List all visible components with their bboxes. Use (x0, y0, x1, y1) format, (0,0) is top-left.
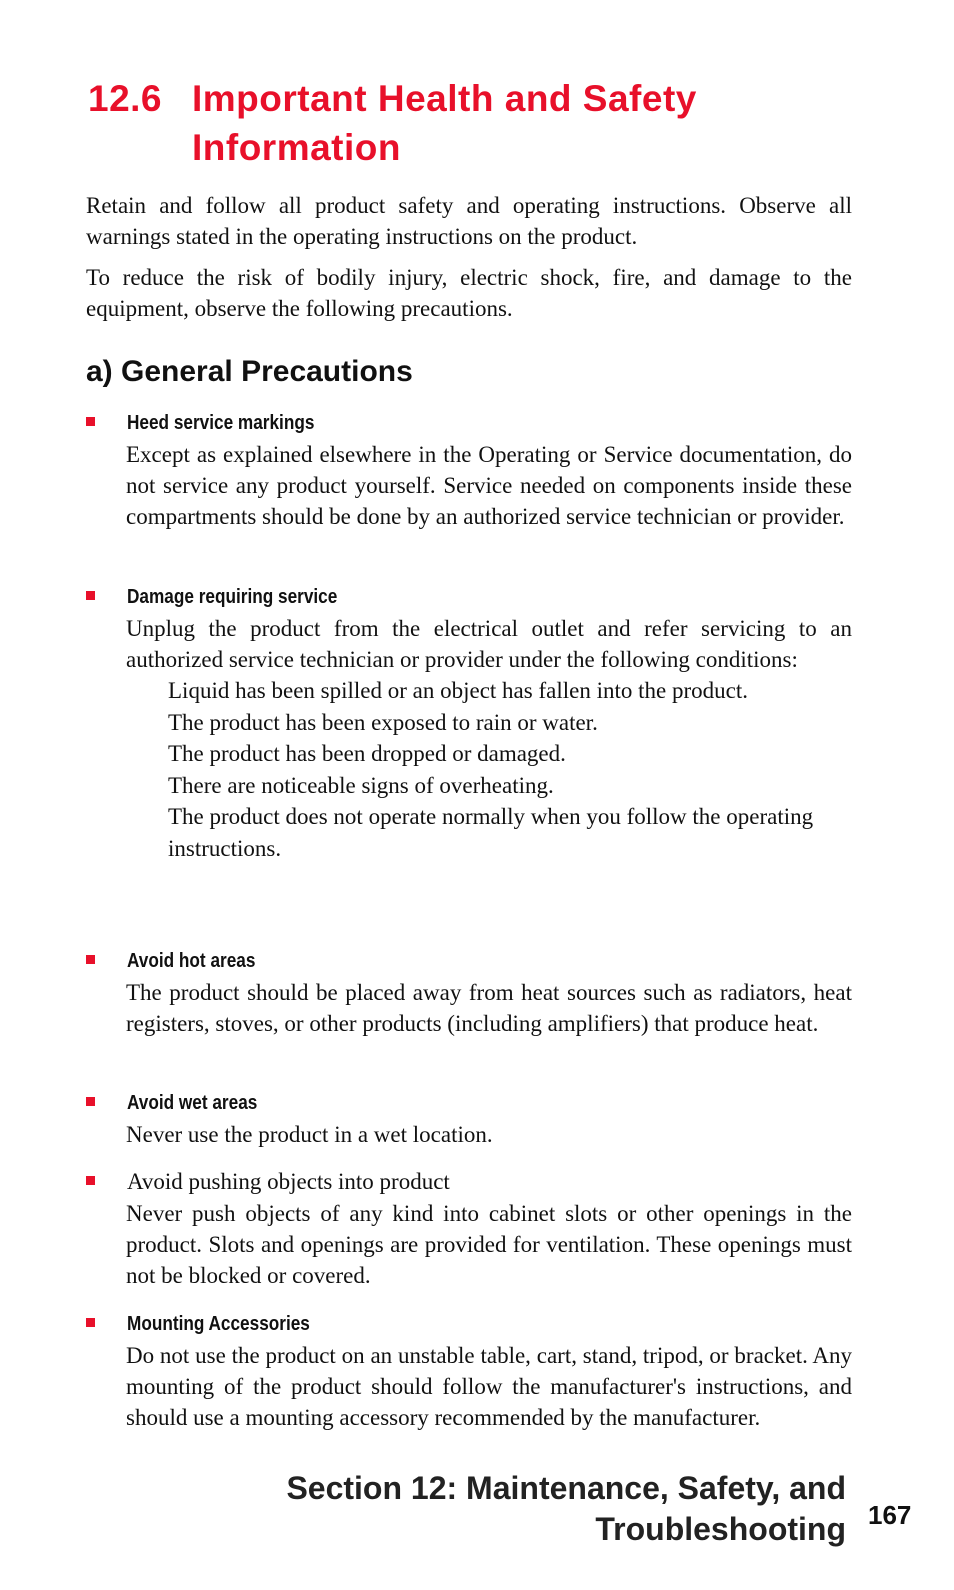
precaution-body: Do not use the product on an unstable table, cart, stand, tripod, or bracket. Any mounting of the product should follow the manufacturer's instructions, and should use a mounting accessory recommended by the manufacturer. (126, 1343, 852, 1430)
precaution-body: Never push objects of any kind into cabinet slots or other openings in the product. Slots and openings are provided for ventilation. These openings must not be blocked or covered. (126, 1201, 852, 1288)
precaution-body: Unplug the product from the electrical outlet and refer servicing to an authorized service technician or provider under the following conditions: (126, 616, 852, 672)
precaution-title: Damage requiring service (127, 586, 338, 608)
intro-paragraph-1: Retain and follow all product safety and operating instructions. Observe all warnings stated in the operating instructions on the product. (86, 193, 852, 249)
bullet-square-icon (86, 955, 95, 964)
bullet-square-icon (86, 1318, 95, 1327)
section-title (88, 74, 888, 172)
subsection-heading: a) General Precautions (86, 355, 413, 388)
footer-section-line1: Section 12: Maintenance, Safety, and (286, 1470, 846, 1506)
bullet-square-icon (86, 1176, 95, 1185)
precaution-title: Avoid wet areas (127, 1092, 258, 1114)
section-title-line1: Important Health and Safety (192, 78, 697, 119)
footer-section-line2: Troubleshooting (595, 1511, 846, 1547)
bullet-square-icon (86, 1097, 95, 1106)
precaution-title: Avoid hot areas (127, 950, 256, 972)
condition-item: The product does not operate normally when you follow the operating instructions. (168, 804, 814, 861)
page-number: 167 (868, 1500, 912, 1530)
precaution-item (86, 1088, 852, 1150)
intro-paragraph-2: To reduce the risk of bodily injury, electric shock, fire, and damage to the equipment, observe the following precautions. (86, 265, 852, 321)
running-footer (286, 1468, 846, 1550)
precaution-body: The product should be placed away from heat sources such as radiators, heat registers, stoves, or other products (including amplifiers) that produce heat. (126, 980, 852, 1036)
bullet-square-icon (86, 417, 95, 426)
condition-item: Liquid has been spilled or an object has fallen into the product. (168, 678, 748, 703)
precaution-item (86, 408, 852, 532)
service-conditions-list (168, 675, 852, 864)
precaution-body: Except as explained elsewhere in the Operating or Service documentation, do not service any product yourself. Service needed on components inside these compartments should be done by an authorized service technician or provider. (126, 442, 852, 529)
condition-item: The product has been dropped or damaged. (168, 741, 566, 766)
section-title-line2: Information (192, 127, 401, 168)
precaution-title: Mounting Accessories (127, 1313, 310, 1335)
precaution-item (86, 1309, 852, 1433)
condition-item: The product has been exposed to rain or water. (168, 709, 598, 735)
precaution-item (86, 582, 852, 864)
precaution-item (86, 946, 852, 1039)
condition-item: There are noticeable signs of overheating. (168, 772, 554, 798)
precaution-item (86, 1167, 852, 1291)
bullet-square-icon (86, 591, 95, 600)
section-number: 12.6 (88, 78, 163, 119)
precaution-body: Never use the product in a wet location. (126, 1122, 493, 1147)
precaution-title: Heed service markings (127, 412, 315, 434)
precaution-title: Avoid pushing objects into product (127, 1169, 450, 1194)
